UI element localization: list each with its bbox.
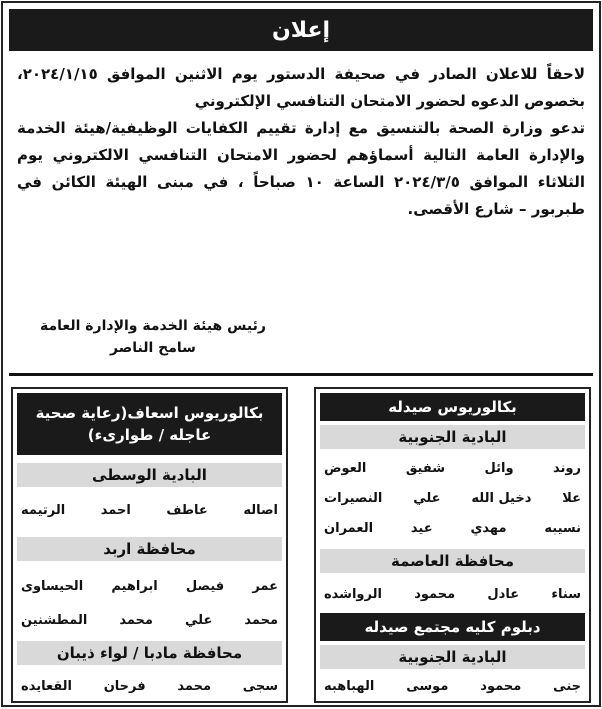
family-name: الحيساوى: [21, 578, 84, 594]
signature-title: رئيس هيئة الخدمة والإدارة العامة: [40, 318, 266, 334]
region-capital: [320, 549, 585, 573]
table-row: [21, 573, 278, 599]
paramedic-column: [11, 387, 288, 703]
announcement-body: [17, 61, 585, 223]
grandfather-name: محمود: [414, 586, 456, 602]
section-divider: [9, 373, 593, 376]
table-row: [324, 485, 581, 511]
region-label: البادية الوسطى: [92, 466, 207, 484]
grandfather-name: موسى: [406, 678, 449, 694]
pharmacy-diploma-header-text: دبلوم كليه مجتمع صيدله: [364, 618, 541, 636]
announcement-title: [9, 9, 593, 51]
intro-paragraph-1: لاحقاً للاعلان الصادر في صحيفة الدستور يوم الاثنين الموافق ٢٠٢٤/١/١٥، بخصوص الدعوه لحضور الامتحان التنافسي الإلكتروني: [17, 65, 585, 110]
family-name: المطشنين: [21, 612, 88, 628]
pharmacy-bachelor-header-text: بكالوريوس صيدله: [388, 398, 517, 416]
father-name: محمود: [480, 678, 522, 694]
table-row: [324, 581, 581, 607]
region-central-badia: [17, 463, 282, 487]
table-row: [21, 607, 278, 633]
first-name: نسيبه: [544, 520, 581, 536]
announcement-page: [1, 1, 601, 707]
region-south-badia: [320, 645, 585, 669]
father-name: علي: [184, 612, 213, 628]
first-name: سجى: [242, 678, 278, 694]
grandfather-name: ابراهيم: [111, 578, 158, 594]
paramedic-header: [17, 393, 282, 455]
grandfather-name: شفيق: [405, 460, 445, 476]
family-name: النصيرات: [324, 490, 383, 506]
family-name: الرتيمه: [21, 502, 66, 518]
first-name: روند: [553, 460, 581, 476]
grandfather-name: محمد: [119, 612, 153, 628]
family-name: العمران: [324, 520, 374, 536]
table-row: [21, 497, 278, 523]
region-label: محافظة مادبا / لواء ذيبان: [56, 644, 243, 662]
father-name: فيصل: [185, 578, 225, 594]
family-name: العوض: [324, 460, 367, 476]
grandfather-name: عيد: [410, 520, 433, 536]
grandfather-name: احمد: [100, 502, 131, 518]
region-label: البادية الجنوبية: [398, 428, 507, 446]
intro-paragraph-2: تدعو وزارة الصحة بالتنسيق مع إدارة تقييم الكفايات الوظيفية/هيئة الخدمة والإدارة العامة التالية أسماؤهم لحضور الامتحان التنافسي الالكتروني يوم الثلاثاء الموافق ٢٠٢٤/٣/٥ الساعة ١٠ صباحاً ، في مبنى الهيئة الكائن في طبربور – شارع الأقصى.: [17, 119, 585, 218]
pharmacy-diploma-header: [320, 613, 585, 641]
family-name: القعايده: [21, 678, 73, 694]
region-south-badia: [320, 425, 585, 449]
father-name: مهدي: [470, 520, 507, 536]
family-name: الرواشده: [324, 586, 382, 602]
pharmacy-column: [314, 387, 591, 703]
table-row: [21, 673, 278, 699]
first-name: سناء: [551, 586, 581, 602]
first-name: عمر: [252, 578, 278, 594]
pharmacy-bachelor-header: [320, 393, 585, 421]
father-name: عادل: [487, 586, 520, 602]
first-name: علا: [562, 490, 581, 506]
signature-name: سامح الناصر: [110, 340, 196, 356]
first-name: جنى: [553, 678, 581, 694]
father-name: محمد: [177, 678, 211, 694]
first-name: اصاله: [243, 502, 278, 518]
table-row: [324, 455, 581, 481]
grandfather-name: فرحان: [103, 678, 146, 694]
grandfather-name: علي: [413, 490, 441, 506]
father-name: دخيل الله: [471, 490, 532, 506]
table-row: [324, 673, 581, 699]
father-name: عاطف: [166, 502, 208, 518]
region-irbid: [17, 537, 282, 561]
announcement-title-text: إعلان: [271, 17, 331, 43]
table-row: [324, 515, 581, 541]
region-label: محافظة اربد: [103, 540, 196, 558]
father-name: وائل: [484, 460, 514, 476]
family-name: الهباهبه: [324, 678, 375, 694]
paramedic-header-line-1: بكالوريوس اسعاف(رعاية صحية: [35, 404, 264, 422]
region-label: محافظة العاصمة: [391, 552, 515, 570]
first-name: محمد: [244, 612, 278, 628]
signature-block: [3, 315, 303, 359]
region-label: البادية الجنوبية: [398, 648, 507, 666]
paramedic-header-line-2: عاجله / طوارىء): [87, 426, 212, 444]
region-madaba-dhiban: [17, 641, 282, 665]
